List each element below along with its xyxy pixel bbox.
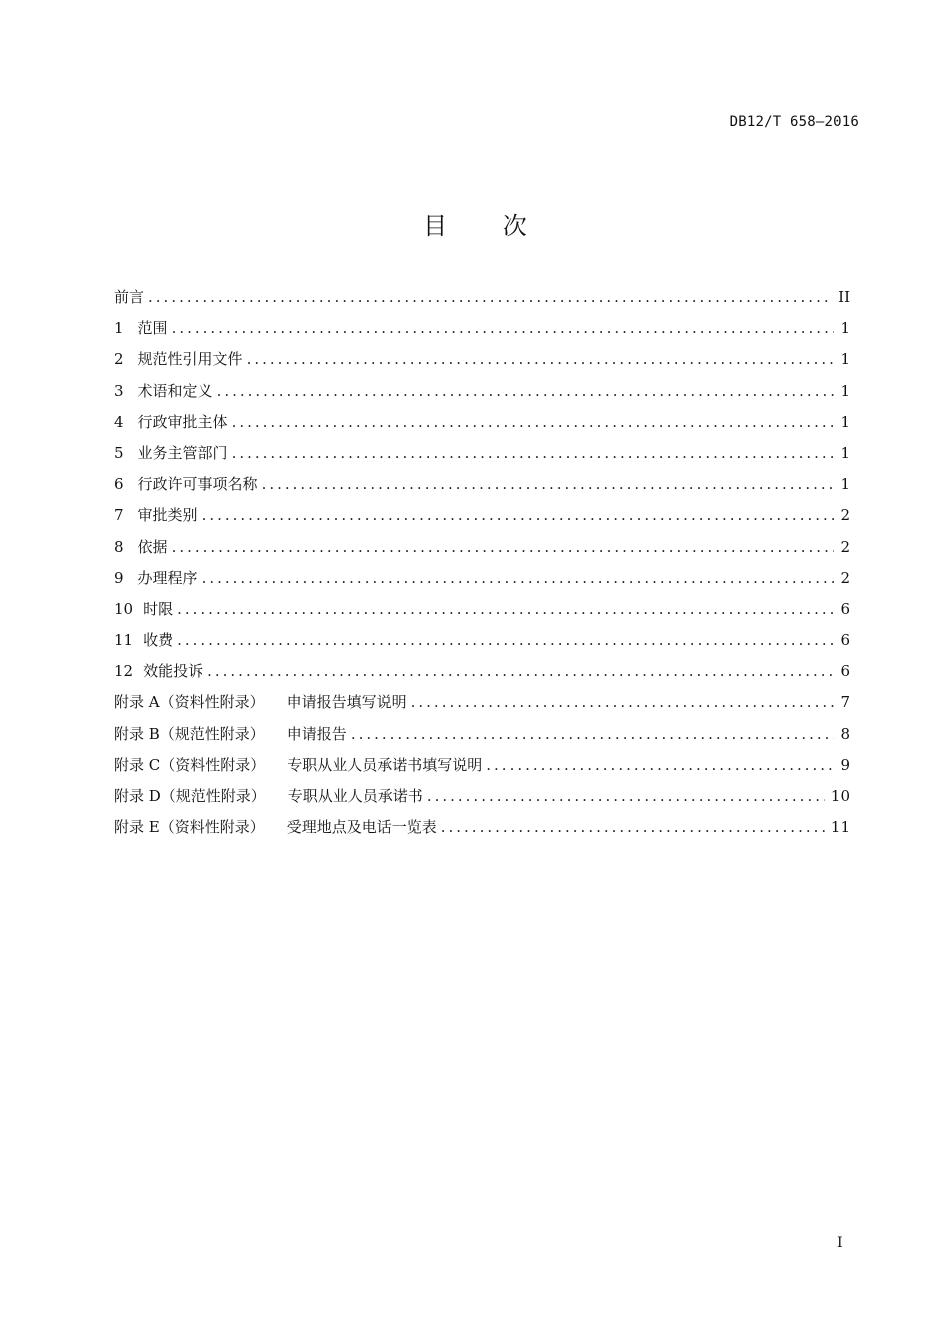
toc-entry-page: 6 [840, 631, 850, 650]
toc-leader-dots [177, 625, 834, 656]
toc-entry-page: 10 [830, 787, 850, 805]
toc-appendix-label: 附录 C（资料性附录） [114, 755, 266, 774]
toc-entry-page: 11 [830, 818, 850, 837]
toc-entry-label: 术语和定义 [137, 381, 213, 400]
toc-leader-dots [232, 407, 834, 438]
toc-leader-dots [177, 594, 834, 625]
toc-entry-2[interactable] [114, 344, 850, 375]
toc-entry-page: 2 [840, 568, 850, 587]
toc-appendix-label: 附录 B（规范性附录） [114, 724, 265, 743]
toc-leader-dots [148, 282, 832, 313]
toc-entry-page: 7 [840, 693, 850, 712]
toc-entry-page: 6 [840, 662, 850, 681]
toc-entry-number: 1 [114, 319, 124, 338]
toc-entry-1[interactable] [114, 313, 850, 344]
toc-leader-dots [351, 719, 834, 750]
toc-leader-dots [441, 812, 825, 843]
toc-entry-label: 范围 [137, 319, 168, 338]
toc-entry-page: 1 [840, 319, 850, 338]
toc-leader-dots [247, 344, 834, 375]
toc-appendix-label: 附录 A（资料性附录） [114, 693, 265, 712]
table-of-contents [114, 282, 850, 843]
toc-appendix-title: 受理地点及电话一览表 [286, 818, 437, 837]
toc-entry-number: 2 [114, 350, 124, 369]
toc-entry-number: 5 [114, 443, 124, 462]
toc-appendix-label: 附录 E（资料性附录） [114, 818, 265, 837]
toc-appendix-title: 申请报告填写说明 [286, 693, 407, 712]
toc-entry-12[interactable] [114, 656, 850, 687]
toc-entry-label: 审批类别 [137, 506, 198, 525]
toc-leader-dots [207, 656, 834, 687]
toc-leader-dots [486, 750, 834, 781]
toc-entry-label: 收费 [143, 631, 174, 650]
document-code: DB12/T 658—2016 [729, 114, 859, 130]
toc-entry-page: 1 [840, 350, 850, 369]
toc-entry-page: 2 [840, 506, 850, 525]
toc-entry-7[interactable] [114, 500, 850, 531]
toc-entry-9[interactable] [114, 563, 850, 594]
toc-entry-appendix-d[interactable] [114, 781, 850, 812]
toc-entry-appendix-c[interactable] [114, 750, 850, 781]
toc-leader-dots [232, 438, 834, 469]
toc-entry-page: 1 [840, 475, 850, 494]
toc-entry-label: 效能投诉 [143, 662, 204, 681]
toc-entry-3[interactable] [114, 376, 850, 407]
toc-leader-dots [217, 376, 834, 407]
toc-entry-10[interactable] [114, 594, 850, 625]
toc-appendix-label: 附录 D（规范性附录） [114, 787, 266, 805]
toc-entry-number: 4 [114, 412, 124, 431]
toc-entry-number: 8 [114, 537, 124, 556]
toc-entry-number: 3 [114, 381, 124, 400]
toc-leader-dots [411, 687, 834, 718]
toc-entry-6[interactable] [114, 469, 850, 500]
toc-entry-label: 规范性引用文件 [137, 350, 243, 369]
toc-appendix-title: 专职从业人员承诺书 [287, 787, 423, 805]
toc-entry-5[interactable] [114, 438, 850, 469]
toc-title: 目 次 [423, 212, 551, 240]
toc-entry-appendix-e[interactable] [114, 812, 850, 843]
toc-entry-label: 业务主管部门 [137, 443, 228, 462]
toc-entry-number: 6 [114, 475, 124, 494]
toc-leader-dots [172, 532, 834, 563]
toc-entry-page: 1 [840, 412, 850, 431]
toc-appendix-title: 申请报告 [286, 724, 347, 743]
toc-entry-label: 前言 [114, 288, 145, 306]
toc-leader-dots [202, 563, 834, 594]
toc-entry-label: 依据 [137, 537, 168, 556]
toc-entry-number: 11 [114, 631, 134, 650]
toc-entry-label: 时限 [143, 599, 174, 618]
toc-entry-8[interactable] [114, 532, 850, 563]
toc-entry-4[interactable] [114, 407, 850, 438]
toc-entry-page: 8 [840, 724, 850, 743]
toc-entry-number: 10 [114, 599, 134, 618]
toc-appendix-title: 专职从业人员承诺书填写说明 [287, 755, 483, 774]
toc-entry-foreword[interactable] [114, 282, 850, 313]
toc-entry-page: 9 [840, 755, 850, 774]
toc-entry-page: 1 [840, 443, 850, 462]
toc-entry-appendix-a[interactable] [114, 687, 850, 718]
toc-entry-label: 办理程序 [137, 568, 198, 587]
toc-leader-dots [262, 469, 834, 500]
toc-entry-number: 9 [114, 568, 124, 587]
toc-entry-number: 7 [114, 506, 124, 525]
toc-entry-11[interactable] [114, 625, 850, 656]
toc-entry-page: 6 [840, 599, 850, 618]
toc-leader-dots [172, 313, 834, 344]
toc-entry-number: 12 [114, 662, 134, 681]
toc-leader-dots [202, 500, 834, 531]
toc-entry-page: II [838, 288, 850, 306]
toc-entry-label: 行政许可事项名称 [137, 475, 258, 494]
toc-entry-label: 行政审批主体 [137, 412, 228, 431]
page-number: I [837, 1235, 843, 1251]
toc-entry-page: 1 [840, 381, 850, 400]
toc-entry-appendix-b[interactable] [114, 719, 850, 750]
toc-leader-dots [427, 781, 825, 812]
toc-entry-page: 2 [840, 537, 850, 556]
